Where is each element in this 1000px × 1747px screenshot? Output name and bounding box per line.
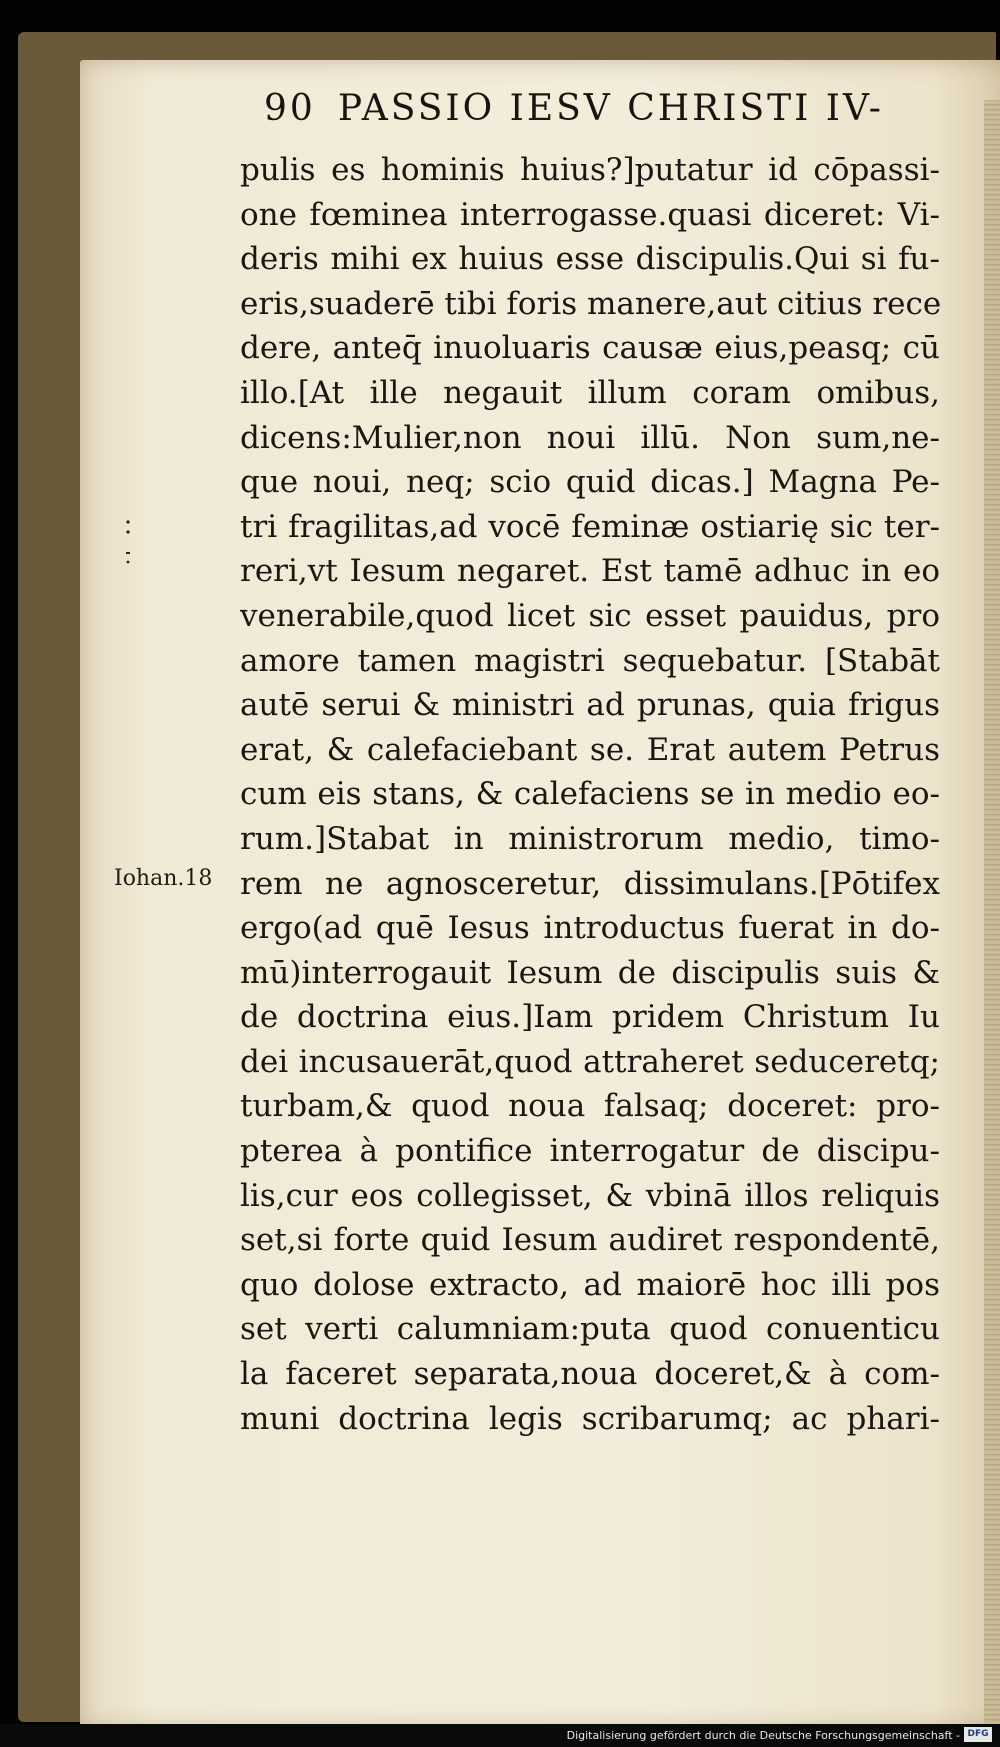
text-line: dere, anteq̄ inuoluaris causæ eius,peasq; cū bbox=[240, 330, 940, 367]
text-line: illo.[At ille negauit illum coram omibus, bbox=[240, 374, 940, 411]
text-line: mū)interrogauit Iesum de discipulis suis & bbox=[240, 954, 940, 991]
running-header bbox=[264, 88, 884, 129]
margin-marks bbox=[124, 518, 134, 588]
text-line: amore tamen magistri sequebatur. [Stabāt bbox=[240, 642, 940, 679]
text-line: set verti calumniam:puta quod conuenticu bbox=[240, 1311, 940, 1348]
text-line: venerabile,quod licet sic esset pauidus, pro bbox=[240, 597, 940, 634]
text-line: set,si forte quid Iesum audiret respondentē, bbox=[240, 1222, 940, 1259]
text-line: erat, & calefaciebant se. Erat autem Petrus bbox=[240, 731, 940, 768]
body-text bbox=[240, 148, 940, 1441]
text-line: turbam,& quod noua falsaq; doceret: pro- bbox=[240, 1088, 940, 1125]
margin-note: Iohan.18 bbox=[114, 866, 213, 891]
text-line: dei incusauerāt,quod attraheret seduceretq; bbox=[240, 1043, 940, 1080]
page-edges bbox=[984, 100, 1000, 1740]
margin-dot bbox=[126, 530, 129, 533]
text-line: pterea à pontifice interrogatur de discipu- bbox=[240, 1133, 940, 1170]
margin-tick bbox=[126, 552, 130, 554]
text-line: muni doctrina legis scribarumq; ac phari- bbox=[240, 1400, 940, 1437]
margin-dot bbox=[126, 520, 129, 523]
running-title: PASSIO IESV CHRISTI IV- bbox=[337, 88, 884, 129]
text-line: de doctrina eius.]Iam pridem Christum Iu bbox=[240, 999, 940, 1036]
text-line: ergo(ad quē Iesus introductus fuerat in do- bbox=[240, 910, 940, 947]
text-line: pulis es hominis huius?]putatur id cōpassi- bbox=[240, 152, 940, 188]
margin-dot bbox=[127, 561, 130, 564]
text-line: rem ne agnosceretur, dissimulans.[Pōtifex bbox=[240, 865, 940, 902]
dfg-logo: DFG bbox=[964, 1727, 992, 1742]
text-line: tri fragilitas,ad vocē feminæ ostiarię sic ter- bbox=[240, 508, 940, 545]
text-line: eris,suaderē tibi foris manere,aut citius rece bbox=[240, 285, 942, 322]
text-line: la faceret separata,noua doceret,& à com- bbox=[240, 1356, 940, 1393]
text-line: dicens:Mulier,non noui illū. Non sum,ne- bbox=[240, 419, 940, 456]
text-line: cum eis stans, & calefaciens se in medio eo- bbox=[240, 776, 940, 813]
digitization-credit: Digitalisierung gefördert durch die Deutsche Forschungsgemeinschaft - bbox=[566, 1729, 960, 1742]
text-line: quo dolose extracto, ad maiorē hoc illi pos bbox=[240, 1266, 940, 1303]
text-line: rum.]Stabat in ministrorum medio, timo- bbox=[240, 820, 940, 857]
text-line: one fœminea interrogasse.quasi diceret: Vi- bbox=[240, 196, 940, 233]
text-line: lis,cur eos collegisset, & vbinā illos reliquis bbox=[240, 1177, 940, 1214]
page-number: 90 bbox=[264, 88, 316, 129]
text-line: deris mihi ex huius esse discipulis.Qui si fu- bbox=[240, 241, 940, 278]
text-line: autē serui & ministri ad prunas, quia frigus bbox=[240, 687, 940, 724]
text-line: reri,vt Iesum negaret. Est tamē adhuc in eo bbox=[240, 553, 940, 590]
text-line: que noui, neq; scio quid dicas.] Magna Pe- bbox=[240, 464, 940, 501]
